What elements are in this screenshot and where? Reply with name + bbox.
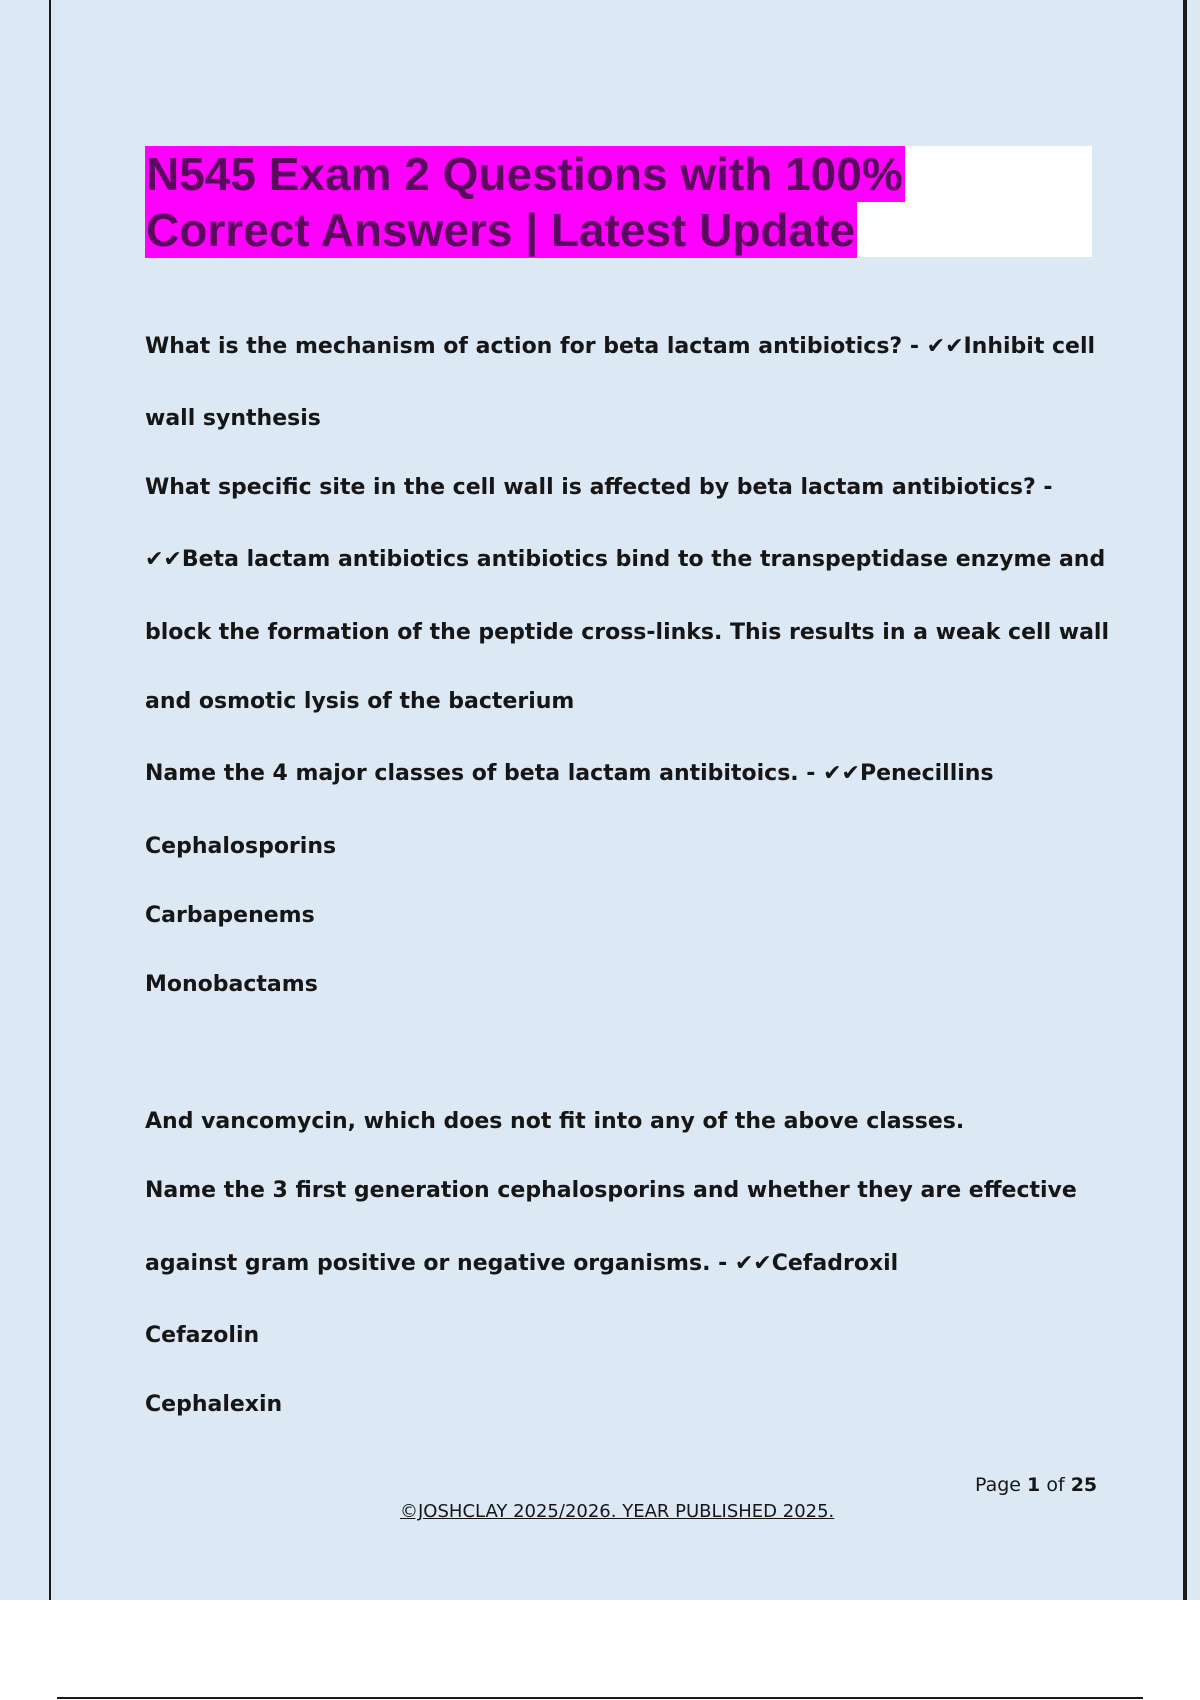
qa-line: And vancomycin, which does not fit into any of the above classes. <box>145 1109 965 1134</box>
page-current: 1 <box>1027 1474 1041 1496</box>
qa-line: Cefazolin <box>145 1323 260 1348</box>
page-total: 25 <box>1070 1474 1098 1496</box>
qa-line: against gram positive or negative organisms. - ✔✔Cefadroxil <box>145 1251 899 1276</box>
qa-line: Carbapenems <box>145 903 315 928</box>
qa-line: What is the mechanism of action for beta lactam antibiotics? - ✔✔Inhibit cell <box>145 334 1096 359</box>
qa-line: block the formation of the peptide cross-links. This results in a weak cell wall <box>145 620 1110 645</box>
qa-line: wall synthesis <box>145 406 321 431</box>
left-border-line <box>49 0 51 1600</box>
qa-line: Name the 3 first generation cephalosporins and whether they are effective <box>145 1178 1077 1203</box>
qa-line: ✔✔Beta lactam antibiotics antibiotics bind to the transpeptidase enzyme and <box>145 547 1106 572</box>
right-border-line <box>1183 0 1187 1600</box>
page-number <box>975 1474 1097 1496</box>
qa-line: Cephalosporins <box>145 834 337 859</box>
document-title-line-2: Correct Answers | Latest Update <box>146 204 856 256</box>
qa-line: Cephalexin <box>145 1392 283 1417</box>
qa-line: Name the 4 major classes of beta lactam antibitoics. - ✔✔Penecillins <box>145 761 994 786</box>
copyright-notice: ©JOSHCLAY 2025/2026. YEAR PUBLISHED 2025. <box>400 1501 835 1522</box>
qa-line: What specific site in the cell wall is affected by beta lactam antibiotics? - <box>145 475 1053 500</box>
bottom-border-line <box>57 1697 1143 1699</box>
page-label: Page <box>975 1474 1021 1496</box>
page-of: of <box>1046 1474 1065 1496</box>
qa-line: and osmotic lysis of the bacterium <box>145 689 575 714</box>
document-title-line-1: N545 Exam 2 Questions with 100% <box>146 148 903 200</box>
qa-line: Monobactams <box>145 972 318 997</box>
